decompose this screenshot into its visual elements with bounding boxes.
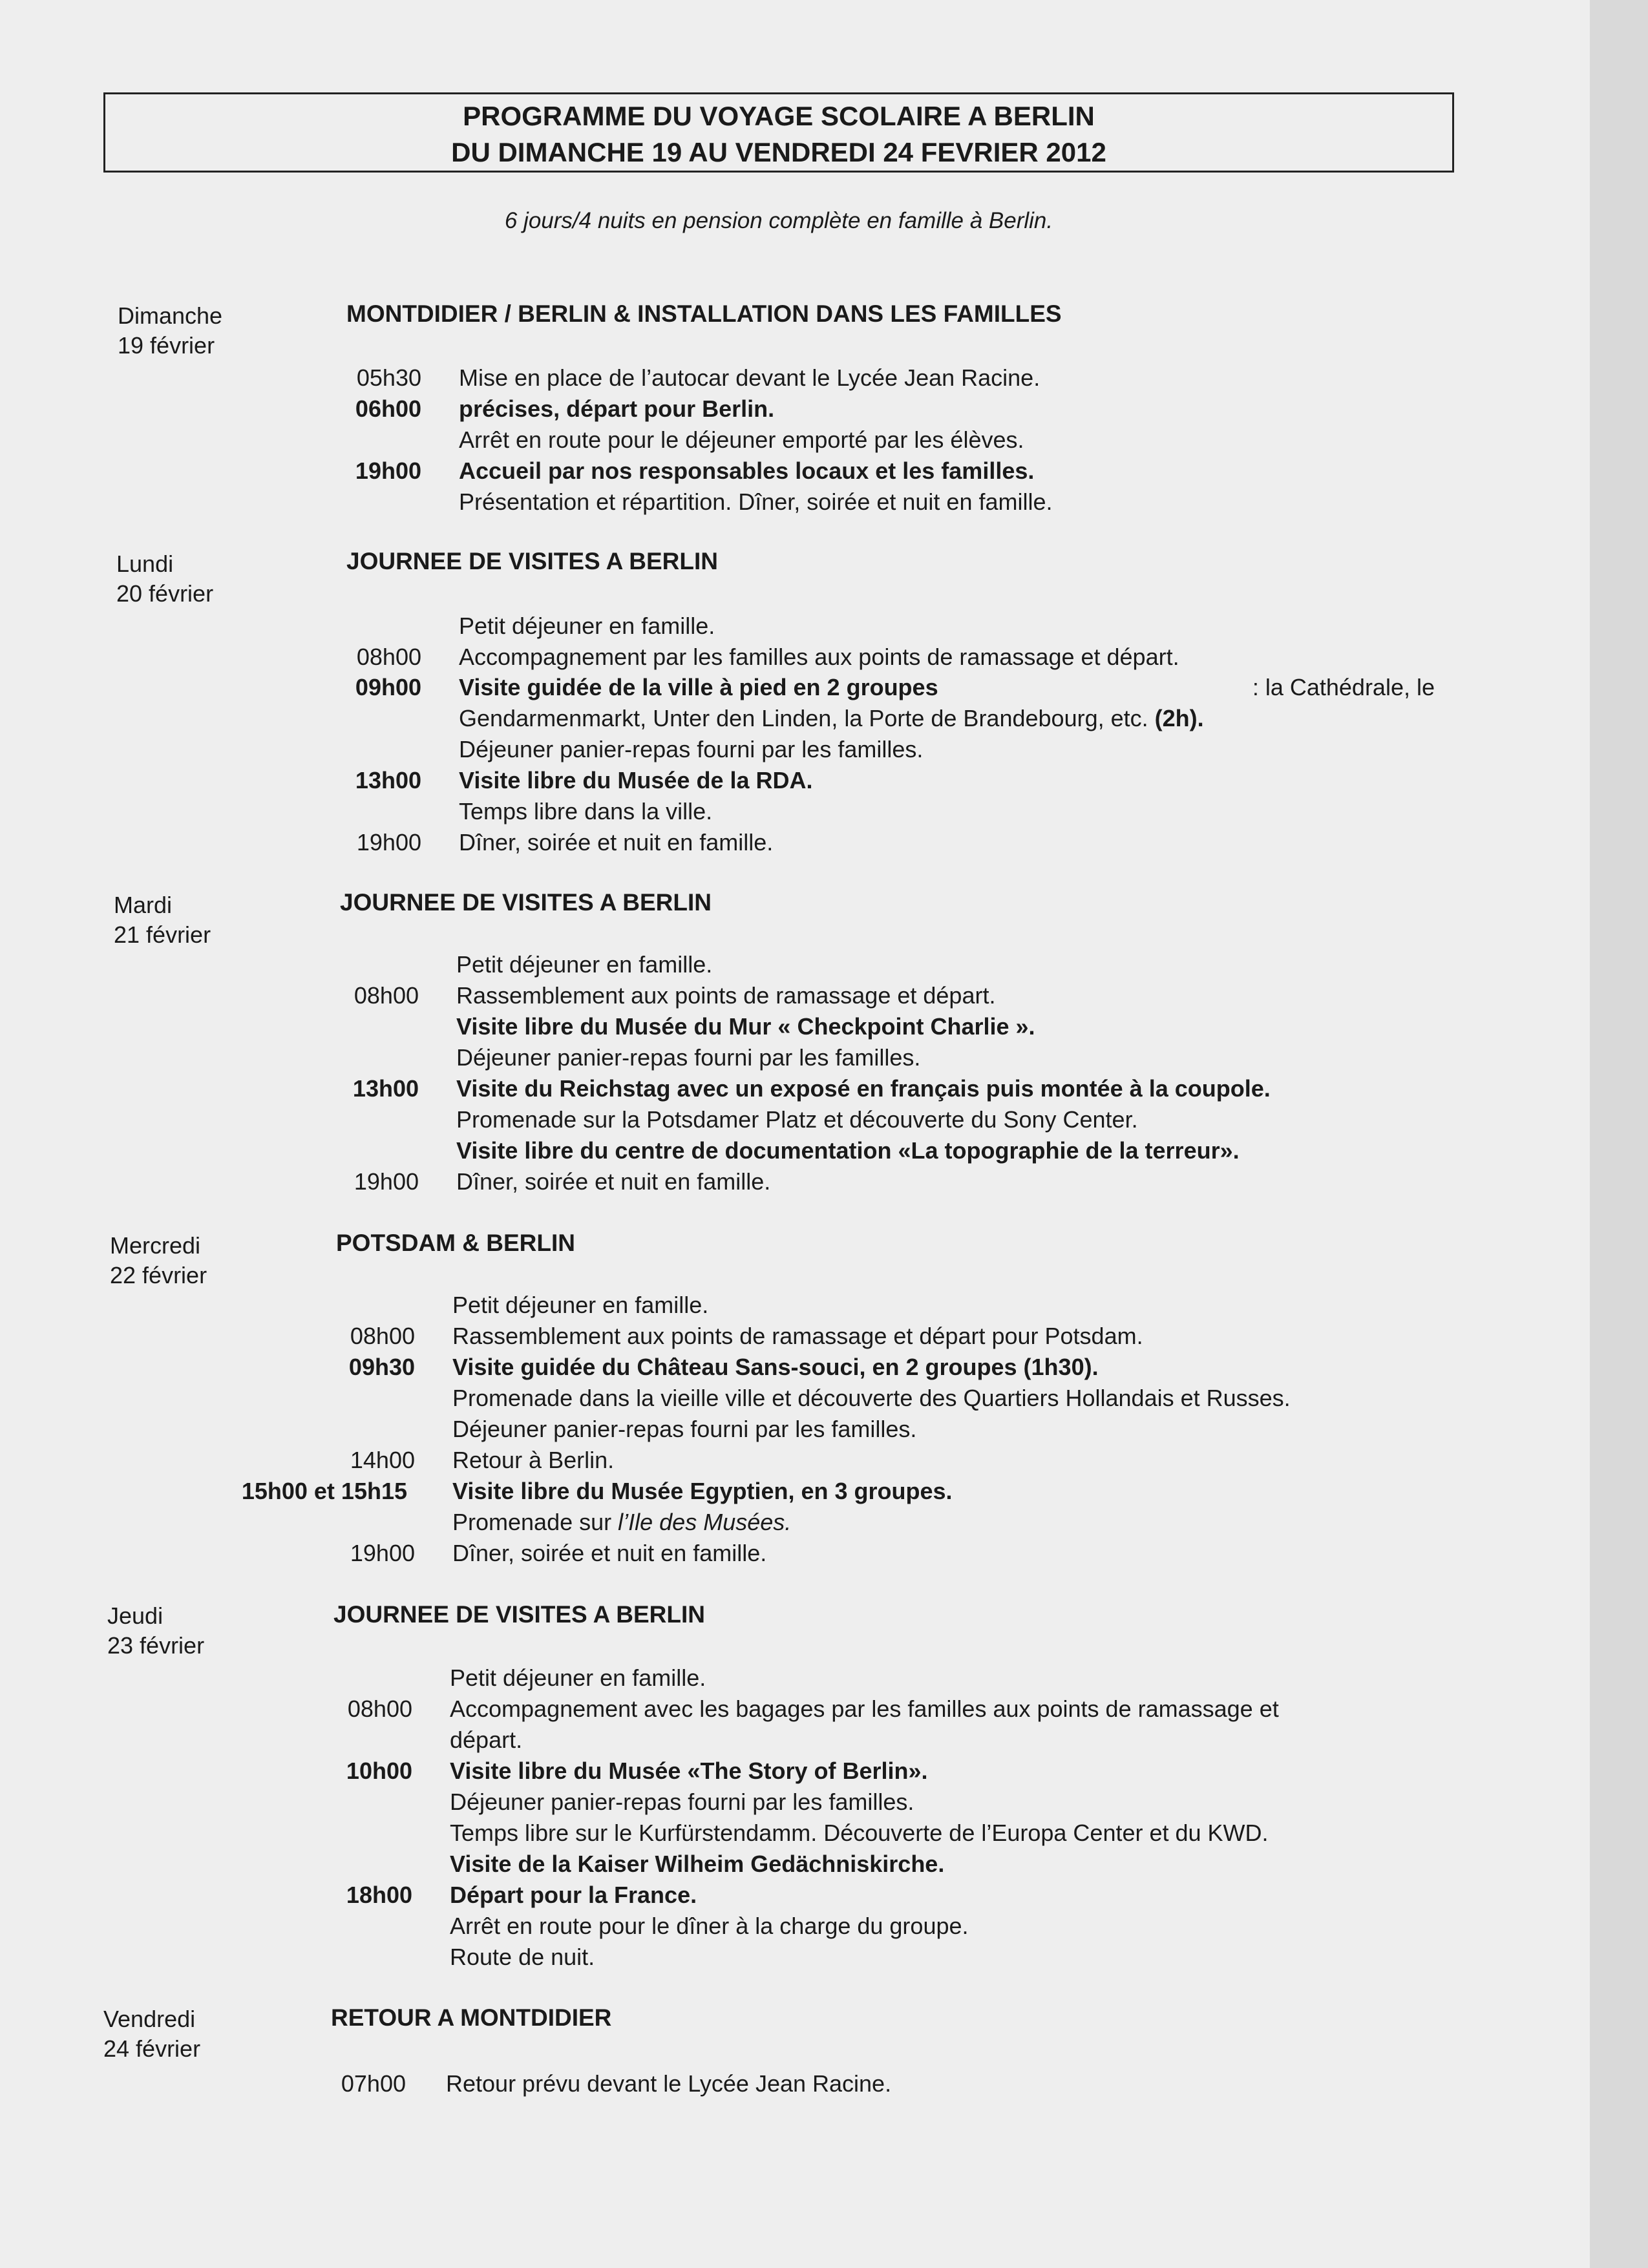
time: 09h30 (348, 1354, 415, 1380)
row-text: Présentation et répartition. Dîner, soirée et nuit en famille. (459, 488, 1053, 515)
subtitle: 6 jours/4 nuits en pension complète en famille à Berlin. (504, 208, 1053, 233)
day-label (116, 549, 213, 609)
day-label (103, 2004, 200, 2064)
row-text: Petit déjeuner en famille. (456, 951, 713, 978)
day-label (118, 301, 222, 361)
row-text-plain: Promenade sur (452, 1509, 618, 1535)
row-text: Temps libre dans la ville. (459, 798, 713, 824)
row-text: Petit déjeuner en famille. (459, 613, 715, 639)
row-text: Arrêt en route pour le déjeuner emporté par les élèves. (459, 426, 1024, 453)
day-name: Dimanche (118, 302, 223, 329)
row-text: Mise en place de l’autocar devant le Lycée Jean Racine. (459, 364, 1041, 391)
time: 19h00 (356, 829, 421, 856)
day-label (107, 1601, 204, 1661)
row-text: Dîner, soirée et nuit en famille. (452, 1540, 767, 1566)
row-text: Petit déjeuner en famille. (450, 1664, 706, 1691)
row-text: Déjeuner panier-repas fourni par les familles. (459, 736, 924, 762)
row-text: Visite libre du Musée de la RDA. (459, 767, 813, 793)
row-text: Visite libre du Musée Egyptien, en 3 groupes. (452, 1478, 953, 1504)
title-line-2: DU DIMANCHE 19 AU VENDREDI 24 FEVRIER 2012 (451, 137, 1106, 167)
row-text: départ. (450, 1727, 523, 1753)
row-text: Visite libre du Musée «The Story of Berlin». (450, 1758, 928, 1784)
row-text-italic: l’Ile des Musées. (618, 1509, 792, 1535)
day-date: 23 février (107, 1632, 205, 1659)
scan-edge (1590, 0, 1648, 2268)
row-text-line2: Gendarmenmarkt, Unter den Linden, la Porte de Brandebourg, etc. (459, 705, 1155, 731)
time: 19h00 (350, 1540, 415, 1566)
day-heading: JOURNEE DE VISITES A BERLIN (333, 1601, 705, 1628)
row-text: Visite guidée du Château Sans-souci, en 2 groupes (1h30). (452, 1354, 1099, 1380)
row-text: Dîner, soirée et nuit en famille. (459, 829, 774, 856)
day-date: 22 février (110, 1262, 207, 1288)
day-date: 21 février (114, 921, 211, 948)
row-text: Promenade dans la vieille ville et découverte des Quartiers Hollandais et Russes. (452, 1385, 1291, 1411)
day-heading: JOURNEE DE VISITES A BERLIN (340, 889, 712, 916)
day-name: Mardi (114, 892, 173, 918)
day-label (114, 890, 211, 950)
row-text: Visite libre du centre de documentation «La topographie de la terreur». (456, 1137, 1240, 1164)
day-heading: POTSDAM & BERLIN (336, 1230, 575, 1256)
day-date: 19 février (118, 332, 215, 359)
row-text (459, 704, 1204, 733)
row-text: Rassemblement aux points de ramassage et départ. (456, 982, 996, 1009)
day-date: 24 février (103, 2035, 201, 2062)
time: 14h00 (350, 1447, 415, 1473)
day-label (110, 1231, 207, 1290)
time: 19h00 (355, 457, 421, 484)
time: 13h00 (355, 767, 421, 793)
time: 08h00 (356, 644, 421, 670)
row-text-line2-bold: (2h). (1154, 705, 1204, 731)
day-name: Mercredi (110, 1232, 201, 1259)
row-text: Accueil par nos responsables locaux et les familles. (459, 457, 1035, 484)
row-text: précises, départ pour Berlin. (459, 395, 775, 422)
row-text: Route de nuit. (450, 1944, 595, 1970)
day-heading: MONTDIDIER / BERLIN & INSTALLATION DANS LES FAMILLES (346, 300, 1062, 327)
row-text: Déjeuner panier-repas fourni par les familles. (450, 1789, 914, 1815)
row-text-bold: Visite guidée de la ville à pied en 2 groupes (459, 674, 938, 700)
row-text: Visite du Reichstag avec un exposé en français puis montée à la coupole. (456, 1075, 1271, 1102)
row-text: Dîner, soirée et nuit en famille. (456, 1168, 771, 1195)
row-text: Accompagnement avec les bagages par les familles aux points de ramassage et (450, 1696, 1279, 1722)
row-text: Temps libre sur le Kurfürstendamm. Découverte de l’Europa Center et du KWD. (450, 1820, 1269, 1846)
row-text: Visite libre du Musée du Mur « Checkpoint Charlie ». (456, 1013, 1035, 1040)
row-text: Promenade sur la Potsdamer Platz et découverte du Sony Center. (456, 1106, 1138, 1133)
row-text (452, 1507, 791, 1537)
row-text: Rassemblement aux points de ramassage et départ pour Potsdam. (452, 1323, 1143, 1349)
row-text: Départ pour la France. (450, 1882, 697, 1908)
row-text: Visite de la Kaiser Wilheim Gedächniskirche. (450, 1851, 945, 1877)
time: 08h00 (347, 1696, 412, 1722)
time: 07h00 (341, 2070, 406, 2097)
title-line-1: PROGRAMME DU VOYAGE SCOLAIRE A BERLIN (463, 101, 1095, 131)
row-text-rest: : la Cathédrale, le (1252, 674, 1435, 700)
day-name: Lundi (116, 551, 174, 577)
time: 06h00 (355, 395, 421, 422)
day-name: Jeudi (107, 1602, 164, 1629)
day-date: 20 février (116, 580, 214, 607)
row-text: Accompagnement par les familles aux points de ramassage et départ. (459, 644, 1179, 670)
time: 19h00 (354, 1168, 419, 1195)
time: 15h00 et 15h15 (241, 1478, 407, 1504)
time: 10h00 (346, 1758, 412, 1784)
time: 08h00 (350, 1323, 415, 1349)
row-text: Petit déjeuner en famille. (452, 1292, 709, 1318)
time: 09h00 (355, 674, 421, 700)
title-box (103, 92, 1454, 173)
time: 18h00 (346, 1882, 412, 1908)
time: 05h30 (356, 364, 421, 391)
row-text-justified (459, 673, 1435, 702)
row-text: Déjeuner panier-repas fourni par les familles. (456, 1044, 921, 1071)
row-text: Déjeuner panier-repas fourni par les familles. (452, 1416, 917, 1442)
row-text: Retour à Berlin. (452, 1447, 615, 1473)
time: 13h00 (352, 1075, 419, 1102)
time: 08h00 (354, 982, 419, 1009)
day-heading: RETOUR A MONTDIDIER (331, 2004, 612, 2031)
row-text: Arrêt en route pour le dîner à la charge du groupe. (450, 1913, 969, 1939)
row-text: Retour prévu devant le Lycée Jean Racine. (446, 2070, 892, 2097)
day-heading: JOURNEE DE VISITES A BERLIN (346, 548, 718, 574)
day-name: Vendredi (103, 2006, 196, 2032)
